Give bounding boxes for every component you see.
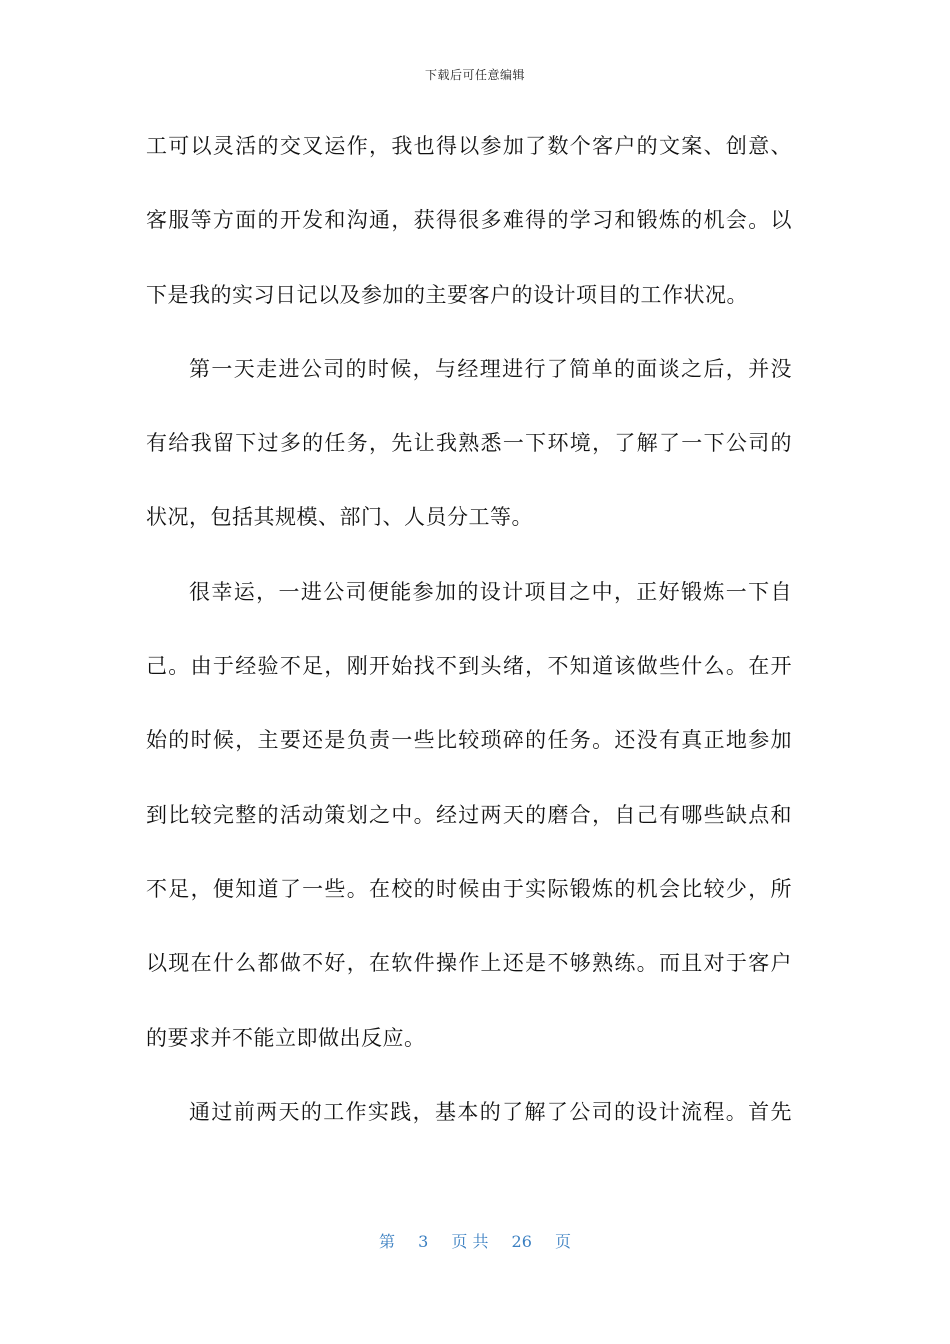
text-line: 始的时候，主要还是负责一些比较琐碎的任务。还没有真正地参加 xyxy=(146,728,792,753)
text-line: 以现在什么都做不好，在软件操作上还是不够熟练。而且对于客户 xyxy=(146,951,792,976)
document-body xyxy=(146,128,792,1168)
page-footer xyxy=(0,1229,950,1252)
text-line: 有给我留下过多的任务，先让我熟悉一下环境，了解了一下公司的 xyxy=(146,431,792,456)
text-line: 到比较完整的活动策划之中。经过两天的磨合，自己有哪些缺点和 xyxy=(146,802,792,827)
text-line: 客服等方面的开发和沟通，获得很多难得的学习和锻炼的机会。以 xyxy=(146,208,792,233)
total-pages-number: 26 xyxy=(511,1232,532,1251)
page-label: 第 xyxy=(378,1232,395,1251)
text-line: 己。由于经验不足，刚开始找不到头绪，不知道该做些什么。在开 xyxy=(146,654,792,679)
text-line: 很幸运，一进公司便能参加的设计项目之中，正好锻炼一下自 xyxy=(189,579,792,604)
page-total-label: 页 共 xyxy=(451,1232,489,1251)
text-line: 第一天走进公司的时候，与经理进行了简单的面谈之后，并没 xyxy=(189,356,792,381)
text-line: 不足，便知道了一些。在校的时候由于实际锻炼的机会比较少，所 xyxy=(146,876,792,901)
page-end-label: 页 xyxy=(555,1232,572,1251)
current-page-number: 3 xyxy=(418,1232,429,1251)
text-line: 通过前两天的工作实践，基本的了解了公司的设计流程。首先 xyxy=(189,1099,792,1124)
text-line: 下是我的实习日记以及参加的主要客户的设计项目的工作状况。 xyxy=(146,282,748,307)
text-line: 工可以灵活的交叉运作，我也得以参加了数个客户的文案、创意、 xyxy=(146,134,792,158)
text-line: 状况，包括其规模、部门、人员分工等。 xyxy=(146,505,533,530)
text-line: 的要求并不能立即做出反应。 xyxy=(146,1025,426,1050)
page-header: 下载后可任意编辑 xyxy=(424,68,525,82)
